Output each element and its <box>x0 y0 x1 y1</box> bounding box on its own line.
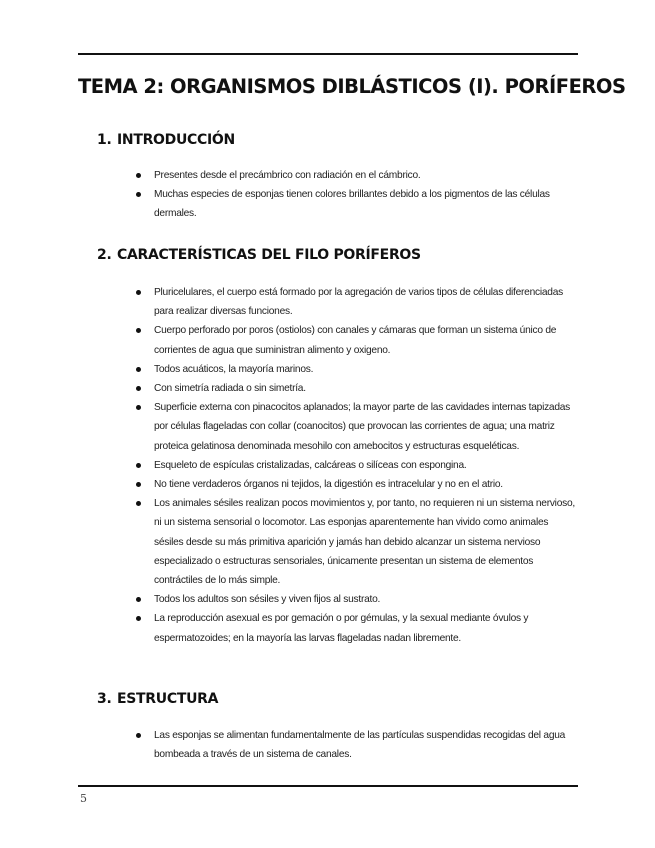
header-rule <box>78 53 578 55</box>
introduccion-list <box>136 166 576 224</box>
list-item: Los animales sésiles realizan pocos movimientos y, por tanto, no requieren ni un sistema nervioso, ni un sistema sensorial o locomotor. Las esponjas aparentemente han vivido como animales sésiles desde su más primitiva aparición y jamás han debido alcanzar un sistema nervioso especializado o estructuras sensoriales, únicamente presentan un sistema de elementos contráctiles de lo más simple. <box>136 494 576 590</box>
list-item: Todos acuáticos, la mayoría marinos. <box>136 360 576 379</box>
estructura-list <box>136 726 576 764</box>
list-item: Pluricelulares, el cuerpo está formado por la agregación de varios tipos de células diferenciadas para realizar diversas funciones. <box>136 283 576 321</box>
list-item: No tiene verdaderos órganos ni tejidos, la digestión es intracelular y no en el atrio. <box>136 475 576 494</box>
list-item: Cuerpo perforado por poros (ostiolos) con canales y cámaras que forman un sistema único de corrientes de agua que suministran alimento y oxigeno. <box>136 321 576 359</box>
list-item: Presentes desde el precámbrico con radiación en el cámbrico. <box>136 166 576 185</box>
list-item: Las esponjas se alimentan fundamentalmente de las partículas suspendidas recogidas del agua bombeada a través de un sistema de canales. <box>136 726 576 764</box>
footer-rule <box>78 785 578 787</box>
section-number: 1. <box>97 132 112 148</box>
section-title: ESTRUCTURA <box>117 691 219 707</box>
section-title: INTRODUCCIÓN <box>117 132 235 148</box>
list-item: Todos los adultos son sésiles y viven fijos al sustrato. <box>136 590 576 609</box>
section-heading-estructura <box>97 691 218 707</box>
section-number: 3. <box>97 691 112 707</box>
list-item: Superficie externa con pinacocitos aplanados; la mayor parte de las cavidades internas tapizadas por células flageladas con collar (coanocitos) que provocan las corrientes de agua; una matriz proteica gelatinosa denominada mesohilo con amebocitos y estructuras esqueléticas. <box>136 398 576 456</box>
section-heading-introduccion <box>97 132 235 148</box>
page-number: 5 <box>80 792 87 805</box>
list-item: Esqueleto de espículas cristalizadas, calcáreas o silíceas con espongina. <box>136 456 576 475</box>
document-title: TEMA 2: ORGANISMOS DIBLÁSTICOS (I). PORÍFEROS <box>78 75 626 98</box>
section-heading-caracteristicas <box>97 247 421 263</box>
caracteristicas-list <box>136 283 576 648</box>
section-title: CARACTERÍSTICAS DEL FILO PORÍFEROS <box>117 247 421 263</box>
list-item: Muchas especies de esponjas tienen colores brillantes debido a los pigmentos de las células dermales. <box>136 185 576 223</box>
list-item: Con simetría radiada o sin simetría. <box>136 379 576 398</box>
section-number: 2. <box>97 247 112 263</box>
list-item: La reproducción asexual es por gemación o por gémulas, y la sexual mediante óvulos y espermatozoides; en la mayoría las larvas flageladas nadan libremente. <box>136 609 576 647</box>
